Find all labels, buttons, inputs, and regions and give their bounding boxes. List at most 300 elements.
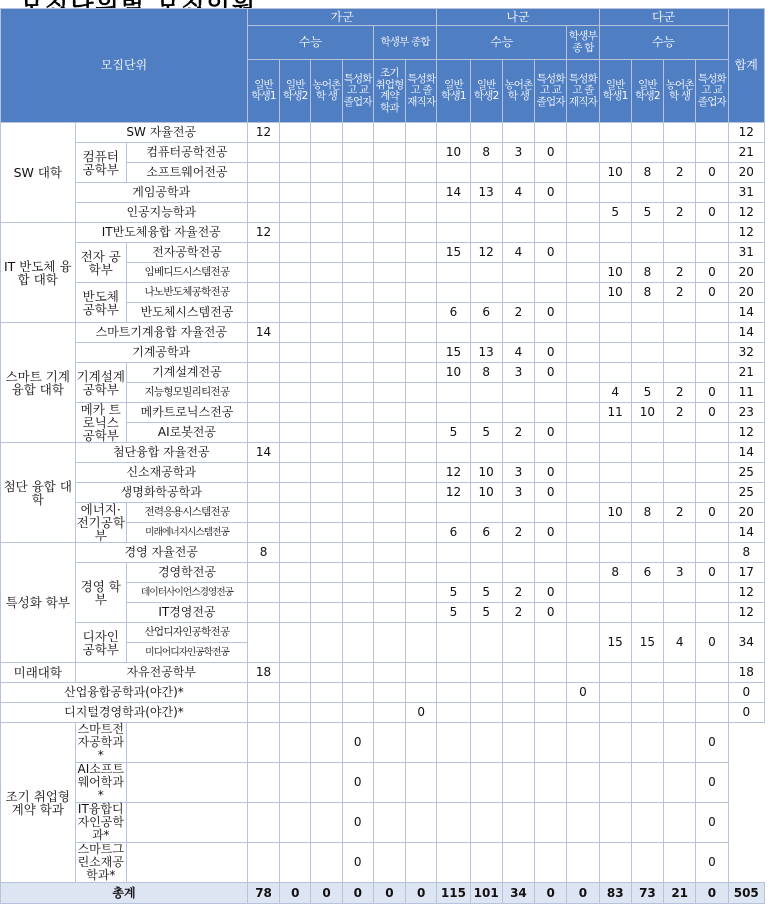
value-cell xyxy=(311,723,342,763)
value-cell xyxy=(631,703,663,723)
major-cell: AI소프트웨어학과* xyxy=(75,763,126,803)
value-cell xyxy=(311,403,342,423)
value-cell xyxy=(567,283,599,303)
col-na-normal2: 일반 학생2 xyxy=(470,60,502,123)
major-cell: 미디어디자인공학전공 xyxy=(126,643,247,663)
value-cell xyxy=(470,843,502,883)
value-cell: 11 xyxy=(599,403,631,423)
dept-cell: 반도체 공학부 xyxy=(75,283,126,323)
value-cell xyxy=(535,323,567,343)
grand-total-value: 0 xyxy=(342,883,373,904)
value-cell xyxy=(599,843,631,883)
value-cell xyxy=(311,523,342,543)
group-ga: 가군 xyxy=(247,9,436,26)
value-cell: 5 xyxy=(631,203,663,223)
value-cell: 10 xyxy=(599,503,631,523)
value-cell: 6 xyxy=(437,303,470,323)
row-total-cell: 20 xyxy=(728,503,764,523)
value-cell xyxy=(664,323,696,343)
value-cell: 2 xyxy=(664,263,696,283)
value-cell xyxy=(406,663,437,683)
value-cell: 15 xyxy=(631,623,663,663)
value-cell xyxy=(502,163,534,183)
value-cell: 8 xyxy=(631,283,663,303)
value-cell xyxy=(311,183,342,203)
value-cell: 6 xyxy=(470,303,502,323)
value-cell xyxy=(373,403,405,423)
value-cell: 5 xyxy=(470,423,502,443)
value-cell xyxy=(535,283,567,303)
value-cell xyxy=(342,263,373,283)
value-cell xyxy=(406,723,437,763)
value-cell xyxy=(342,223,373,243)
value-cell xyxy=(567,403,599,423)
value-cell xyxy=(502,383,534,403)
value-cell xyxy=(342,443,373,463)
value-cell xyxy=(567,383,599,403)
value-cell xyxy=(470,503,502,523)
value-cell xyxy=(631,443,663,463)
col-da-farm: 농어촌 학 생 xyxy=(664,60,696,123)
value-cell: 2 xyxy=(664,383,696,403)
row-total-cell: 31 xyxy=(728,243,764,263)
row-total-cell: 25 xyxy=(728,463,764,483)
value-cell xyxy=(247,283,279,303)
row-total-cell: 14 xyxy=(728,523,764,543)
value-cell xyxy=(311,763,342,803)
title-fragment xyxy=(0,0,773,8)
value-cell xyxy=(502,563,534,583)
value-cell xyxy=(502,763,534,803)
value-cell xyxy=(502,663,534,683)
value-cell xyxy=(470,263,502,283)
value-cell xyxy=(470,723,502,763)
value-cell xyxy=(567,483,599,503)
value-cell xyxy=(406,683,437,703)
value-cell xyxy=(567,123,599,143)
value-cell xyxy=(342,583,373,603)
value-cell xyxy=(311,223,342,243)
value-cell xyxy=(567,523,599,543)
value-cell xyxy=(342,183,373,203)
value-cell xyxy=(437,223,470,243)
na-record: 학생부 종 합 xyxy=(567,26,599,60)
value-cell: 6 xyxy=(631,563,663,583)
value-cell xyxy=(437,663,470,683)
value-cell: 4 xyxy=(502,343,534,363)
value-cell xyxy=(664,683,696,703)
value-cell xyxy=(502,503,534,523)
col-da-normal1: 일반 학생1 xyxy=(599,60,631,123)
value-cell: 13 xyxy=(470,183,502,203)
value-cell xyxy=(437,763,470,803)
value-cell: 14 xyxy=(247,443,279,463)
value-cell xyxy=(280,223,311,243)
value-cell xyxy=(535,663,567,683)
row-total-cell: 14 xyxy=(728,303,764,323)
value-cell xyxy=(373,483,405,503)
major-cell: IT경영전공 xyxy=(126,603,247,623)
value-cell xyxy=(247,363,279,383)
value-cell xyxy=(373,363,405,383)
value-cell xyxy=(406,463,437,483)
value-cell xyxy=(373,243,405,263)
value-cell: 5 xyxy=(437,583,470,603)
value-cell: 4 xyxy=(664,623,696,663)
col-na-special: 특성화 고 교 졸업자 xyxy=(535,60,567,123)
college-cell: 첨단 융합 대학 xyxy=(1,443,76,543)
value-cell xyxy=(280,843,311,883)
row-total-cell: 12 xyxy=(728,583,764,603)
value-cell xyxy=(696,323,728,343)
value-cell xyxy=(502,223,534,243)
value-cell xyxy=(406,523,437,543)
dept-cell: 기계설계 공학부 xyxy=(75,363,126,403)
row-total-cell: 0 xyxy=(696,843,728,883)
value-cell xyxy=(280,383,311,403)
value-cell xyxy=(470,543,502,563)
row-total-cell: 32 xyxy=(728,343,764,363)
value-cell xyxy=(664,543,696,563)
major-cell: 경영학전공 xyxy=(126,563,247,583)
value-cell xyxy=(567,183,599,203)
value-cell xyxy=(664,803,696,843)
value-cell xyxy=(406,803,437,843)
value-cell xyxy=(437,503,470,523)
value-cell: 0 xyxy=(535,243,567,263)
value-cell xyxy=(567,423,599,443)
value-cell xyxy=(311,663,342,683)
row-total-cell: 0 xyxy=(696,723,728,763)
value-cell xyxy=(535,443,567,463)
value-cell xyxy=(631,323,663,343)
value-cell xyxy=(470,323,502,343)
value-cell xyxy=(470,403,502,423)
value-cell xyxy=(280,283,311,303)
value-cell xyxy=(664,123,696,143)
dept-cell: 디자인 공학부 xyxy=(75,623,126,663)
table-row xyxy=(1,723,765,763)
value-cell xyxy=(437,543,470,563)
value-cell: 2 xyxy=(502,583,534,603)
grand-total-value: 78 xyxy=(247,883,279,904)
value-cell xyxy=(280,763,311,803)
value-cell xyxy=(280,723,311,763)
value-cell xyxy=(664,483,696,503)
value-cell xyxy=(535,843,567,883)
value-cell xyxy=(437,723,470,763)
value-cell xyxy=(373,143,405,163)
value-cell xyxy=(437,683,470,703)
value-cell xyxy=(373,763,405,803)
group-da: 다군 xyxy=(599,9,728,26)
value-cell xyxy=(631,763,663,803)
group-na: 나군 xyxy=(437,9,599,26)
value-cell xyxy=(437,563,470,583)
value-cell: 8 xyxy=(470,143,502,163)
value-cell xyxy=(470,703,502,723)
row-total-cell: 20 xyxy=(728,283,764,303)
value-cell xyxy=(631,343,663,363)
value-cell xyxy=(664,223,696,243)
row-total-cell: 14 xyxy=(728,323,764,343)
value-cell xyxy=(470,443,502,463)
major-cell: 지능형모빌리티전공 xyxy=(126,383,247,403)
value-cell xyxy=(470,763,502,803)
value-cell: 2 xyxy=(502,603,534,623)
value-cell xyxy=(567,203,599,223)
value-cell: 10 xyxy=(470,463,502,483)
table-row xyxy=(1,663,765,683)
value-cell xyxy=(373,223,405,243)
value-cell xyxy=(599,483,631,503)
value-cell xyxy=(470,123,502,143)
major-cell: 생명화학공학과 xyxy=(75,483,247,503)
major-cell: 컴퓨터공학전공 xyxy=(126,143,247,163)
value-cell xyxy=(535,223,567,243)
ga-record: 학생부 종합 xyxy=(373,26,436,60)
value-cell xyxy=(373,843,405,883)
major-cell: 미래에너지시스템전공 xyxy=(126,523,247,543)
col-ga-early: 조기 취업형 계약 학과 xyxy=(373,60,405,123)
value-cell xyxy=(664,603,696,623)
value-cell xyxy=(631,843,663,883)
value-cell xyxy=(599,363,631,383)
value-cell xyxy=(535,623,567,663)
row-total-cell: 12 xyxy=(728,203,764,223)
value-cell xyxy=(373,563,405,583)
col-da-special: 특성화 고 교 졸업자 xyxy=(696,60,728,123)
value-cell xyxy=(696,543,728,563)
value-cell xyxy=(342,343,373,363)
value-cell xyxy=(599,703,631,723)
major-cell: 전자공학전공 xyxy=(126,243,247,263)
grand-total-value: 101 xyxy=(470,883,502,904)
value-cell: 12 xyxy=(437,463,470,483)
col-ga-normal1: 일반 학생1 xyxy=(247,60,279,123)
major-cell: 기계공학과 xyxy=(75,343,247,363)
na-suneung: 수능 xyxy=(437,26,567,60)
value-cell xyxy=(311,363,342,383)
value-cell xyxy=(567,163,599,183)
value-cell xyxy=(502,443,534,463)
value-cell xyxy=(599,663,631,683)
value-cell xyxy=(311,463,342,483)
value-cell xyxy=(696,243,728,263)
table-row xyxy=(1,183,765,203)
table-row xyxy=(1,843,765,883)
value-cell: 2 xyxy=(664,503,696,523)
value-cell xyxy=(567,543,599,563)
value-cell xyxy=(567,703,599,723)
value-cell xyxy=(311,383,342,403)
value-cell xyxy=(247,683,279,703)
value-cell: 3 xyxy=(502,463,534,483)
value-cell xyxy=(437,703,470,723)
value-cell xyxy=(406,303,437,323)
major-cell: 스마트전자공학과* xyxy=(75,723,126,763)
value-cell xyxy=(247,523,279,543)
value-cell xyxy=(373,683,405,703)
major-cell: AI로봇전공 xyxy=(126,423,247,443)
value-cell xyxy=(406,603,437,623)
value-cell xyxy=(696,603,728,623)
value-cell xyxy=(342,523,373,543)
value-cell xyxy=(567,143,599,163)
value-cell xyxy=(373,443,405,463)
value-cell xyxy=(373,183,405,203)
college-cell: 특성화 학부 xyxy=(1,543,76,663)
table-row xyxy=(1,543,765,563)
value-cell xyxy=(599,803,631,843)
grand-total-value: 0 xyxy=(280,883,311,904)
value-cell xyxy=(437,403,470,423)
value-cell xyxy=(311,803,342,843)
grand-total-value: 83 xyxy=(599,883,631,904)
value-cell xyxy=(696,463,728,483)
value-cell xyxy=(664,443,696,463)
total-header: 합계 xyxy=(728,9,764,123)
value-cell: 0 xyxy=(342,723,373,763)
value-cell xyxy=(247,183,279,203)
dept-cell: 컴퓨터 공학부 xyxy=(75,143,126,183)
table-row xyxy=(1,323,765,343)
major-cell: 자유전공학부 xyxy=(75,663,247,683)
value-cell: 0 xyxy=(696,563,728,583)
major-cell: IT융합디자인공학과* xyxy=(75,803,126,843)
value-cell xyxy=(631,803,663,843)
value-cell xyxy=(373,163,405,183)
value-cell xyxy=(311,143,342,163)
value-cell xyxy=(535,263,567,283)
major-cell: 전력응용시스템전공 xyxy=(126,503,247,523)
value-cell xyxy=(373,663,405,683)
value-cell xyxy=(599,543,631,563)
major-cell: 스마트기계융합 자율전공 xyxy=(75,323,247,343)
value-cell xyxy=(599,443,631,463)
value-cell xyxy=(502,123,534,143)
value-cell xyxy=(567,723,599,763)
value-cell xyxy=(280,703,311,723)
value-cell xyxy=(535,123,567,143)
value-cell xyxy=(567,843,599,883)
value-cell xyxy=(247,203,279,223)
row-total-cell: 0 xyxy=(728,683,764,703)
value-cell xyxy=(342,123,373,143)
value-cell xyxy=(342,403,373,423)
value-cell xyxy=(631,143,663,163)
value-cell xyxy=(502,283,534,303)
value-cell xyxy=(502,623,534,663)
value-cell xyxy=(247,483,279,503)
value-cell: 0 xyxy=(535,143,567,163)
value-cell xyxy=(437,383,470,403)
value-cell xyxy=(406,223,437,243)
college-cell: 조기 취업형 계약 학과 xyxy=(1,723,76,883)
grand-total-value: 0 xyxy=(567,883,599,904)
value-cell xyxy=(311,263,342,283)
col-ga-normal2: 일반 학생2 xyxy=(280,60,311,123)
table-row xyxy=(1,623,765,643)
value-cell xyxy=(373,323,405,343)
value-cell xyxy=(406,843,437,883)
value-cell xyxy=(567,463,599,483)
value-cell xyxy=(280,263,311,283)
value-cell xyxy=(470,623,502,663)
value-cell xyxy=(373,803,405,843)
value-cell: 0 xyxy=(696,283,728,303)
value-cell xyxy=(502,843,534,883)
value-cell xyxy=(535,543,567,563)
value-cell xyxy=(631,363,663,383)
col-na-special-worker: 특성화 고 졸 재직자 xyxy=(567,60,599,123)
value-cell xyxy=(567,563,599,583)
value-cell xyxy=(247,723,279,763)
col-da-normal2: 일반 학생2 xyxy=(631,60,663,123)
value-cell: 15 xyxy=(599,623,631,663)
value-cell: 8 xyxy=(470,363,502,383)
value-cell xyxy=(280,403,311,423)
value-cell xyxy=(631,603,663,623)
college-cell: SW 대학 xyxy=(1,123,76,223)
table-row xyxy=(1,703,765,723)
value-cell xyxy=(280,503,311,523)
value-cell xyxy=(535,383,567,403)
value-cell xyxy=(280,543,311,563)
dept-cell: 전자 공학부 xyxy=(75,243,126,283)
value-cell xyxy=(373,123,405,143)
value-cell: 8 xyxy=(631,503,663,523)
value-cell xyxy=(280,303,311,323)
value-cell xyxy=(696,443,728,463)
value-cell xyxy=(664,423,696,443)
value-cell: 3 xyxy=(502,143,534,163)
grand-total-value: 34 xyxy=(502,883,534,904)
value-cell xyxy=(535,503,567,523)
value-cell xyxy=(437,203,470,223)
value-cell: 14 xyxy=(437,183,470,203)
table-header xyxy=(1,9,765,123)
table-row xyxy=(1,483,765,503)
table-row xyxy=(1,563,765,583)
value-cell xyxy=(406,583,437,603)
table-row xyxy=(1,343,765,363)
value-cell: 18 xyxy=(247,663,279,683)
value-cell xyxy=(280,483,311,503)
row-total-cell: 0 xyxy=(696,803,728,843)
value-cell xyxy=(373,203,405,223)
value-cell: 0 xyxy=(535,363,567,383)
value-cell: 0 xyxy=(535,483,567,503)
value-cell xyxy=(664,363,696,383)
value-cell xyxy=(247,703,279,723)
grand-total-sum: 505 xyxy=(728,883,764,904)
value-cell xyxy=(311,323,342,343)
value-cell xyxy=(696,223,728,243)
value-cell: 0 xyxy=(696,623,728,663)
value-cell xyxy=(599,523,631,543)
table-row xyxy=(1,203,765,223)
row-total-cell: 12 xyxy=(728,603,764,623)
value-cell: 0 xyxy=(406,703,437,723)
value-cell xyxy=(406,123,437,143)
value-cell xyxy=(126,843,247,883)
value-cell xyxy=(280,603,311,623)
value-cell: 2 xyxy=(502,423,534,443)
value-cell: 8 xyxy=(599,563,631,583)
value-cell xyxy=(311,443,342,463)
value-cell xyxy=(280,163,311,183)
